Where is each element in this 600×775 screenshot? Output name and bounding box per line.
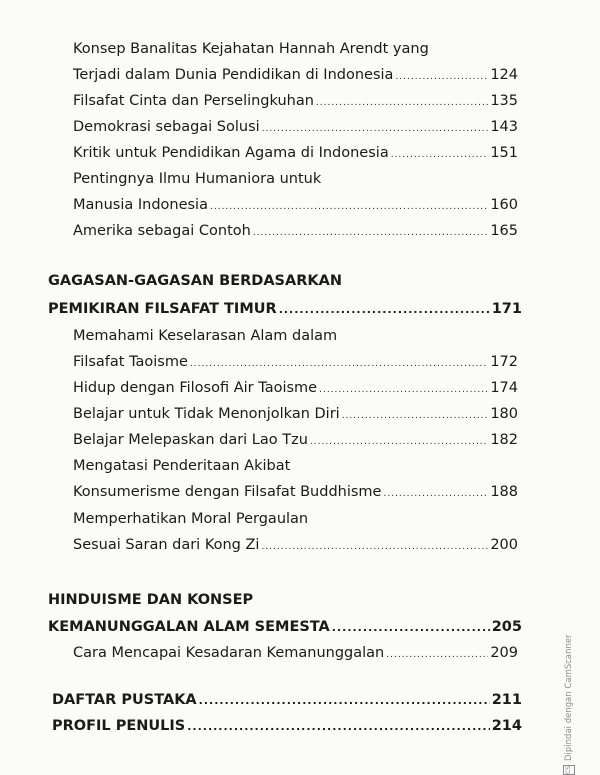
toc-entry-label: Manusia Indonesia — [73, 197, 208, 213]
toc-entry-page: 209 — [490, 645, 518, 661]
toc-entry-label: Kritik untuk Pendidikan Agama di Indonesia — [73, 145, 389, 161]
toc-entry-label: Amerika sebagai Contoh — [73, 223, 251, 239]
toc-entry-line — [73, 171, 321, 187]
back-matter-label: PROFIL PENULIS — [52, 718, 186, 734]
chapter-page: 171 — [491, 301, 522, 317]
toc-entry-line — [73, 328, 337, 344]
dot-leader — [342, 411, 489, 421]
chapter-title — [48, 592, 253, 608]
toc-entry-label: Filsafat Cinta dan Perselingkuhan — [73, 93, 314, 109]
dot-leader — [332, 621, 490, 634]
dot-leader — [261, 542, 488, 552]
toc-entry-label: Terjadi dalam Dunia Pendidikan di Indonesia — [73, 67, 394, 83]
toc-entry-label: Konsep Banalitas Kejahatan Hannah Arendt yang — [73, 41, 429, 57]
dot-leader — [190, 359, 488, 369]
toc-entry — [73, 537, 518, 553]
toc-entry-label: Demokrasi sebagai Solusi — [73, 119, 260, 135]
scanner-watermark-text: Dipindai dengan CamScanner — [564, 634, 574, 761]
back-matter-label: DAFTAR PUSTAKA — [52, 692, 197, 708]
toc-entry-line — [73, 511, 308, 527]
toc-entry — [73, 223, 518, 239]
toc-entry-label: Belajar Melepaskan dari Lao Tzu — [73, 432, 308, 448]
toc-entry — [73, 93, 518, 109]
toc-entry — [73, 406, 518, 422]
toc-entry — [73, 145, 518, 161]
toc-entry-label: Sesuai Saran dari Kong Zi — [73, 537, 260, 553]
toc-entry-label: Hidup dengan Filosofi Air Taoisme — [73, 380, 318, 396]
toc-entry — [73, 432, 518, 448]
toc-entry-label: Belajar untuk Tidak Menonjolkan Diri — [73, 406, 340, 422]
dot-leader — [386, 650, 488, 660]
toc-entry-page: 160 — [490, 197, 518, 213]
dot-leader — [310, 437, 488, 447]
toc-entry-page: 124 — [490, 67, 518, 83]
chapter-title-line: PEMIKIRAN FILSAFAT TIMUR — [48, 301, 277, 317]
dot-leader — [319, 385, 488, 395]
chapter-title-line: GAGASAN-GAGASAN BERDASARKAN — [48, 273, 342, 289]
chapter-entry — [48, 619, 522, 635]
dot-leader — [395, 72, 488, 82]
back-matter-page: 211 — [491, 692, 522, 708]
chapter-page: 205 — [491, 619, 522, 635]
toc-entry — [73, 67, 518, 83]
toc-entry-label: Filsafat Taoisme — [73, 354, 188, 370]
toc-entry-page: 182 — [490, 432, 518, 448]
toc-entry — [73, 484, 518, 500]
toc-entry-page: 188 — [490, 484, 518, 500]
back-matter-page: 214 — [491, 718, 522, 734]
camscanner-icon: CS — [563, 765, 575, 775]
toc-entry-label: Memahami Keselarasan Alam dalam — [73, 328, 338, 344]
toc-entry-page: 172 — [490, 354, 518, 370]
scanner-watermark — [560, 634, 578, 775]
toc-entry — [73, 380, 518, 396]
toc-entry-label: Pentingnya Ilmu Humaniora untuk — [73, 171, 322, 187]
toc-entry-line — [73, 41, 429, 57]
dot-leader — [391, 150, 489, 160]
chapter-entry — [48, 301, 522, 317]
toc-entry — [73, 119, 518, 135]
back-matter-entry — [52, 718, 522, 734]
toc-entry-label: Mengatasi Penderitaan Akibat — [73, 458, 291, 474]
dot-leader — [199, 694, 490, 707]
dot-leader — [316, 98, 488, 108]
toc-entry-page: 180 — [490, 406, 518, 422]
toc-entry — [73, 354, 518, 370]
toc-entry-page: 135 — [490, 93, 518, 109]
toc-entry-page: 200 — [490, 537, 518, 553]
dot-leader — [279, 303, 490, 316]
chapter-title-line: HINDUISME DAN KONSEP — [48, 592, 254, 608]
dot-leader — [262, 124, 489, 134]
dot-leader — [383, 489, 488, 499]
toc-entry-page: 174 — [490, 380, 518, 396]
toc-entry-line — [73, 458, 290, 474]
back-matter-entry — [52, 692, 522, 708]
toc-entry-page: 165 — [490, 223, 518, 239]
toc-entry-page: 143 — [490, 119, 518, 135]
toc-entry — [73, 645, 518, 661]
dot-leader — [210, 202, 488, 212]
toc-entry — [73, 197, 518, 213]
toc-entry-label: Cara Mencapai Kesadaran Kemanunggalan — [73, 645, 385, 661]
dot-leader — [187, 720, 489, 733]
chapter-title-line: KEMANUNGGALAN ALAM SEMESTA — [48, 619, 330, 635]
toc-entry-page: 151 — [490, 145, 518, 161]
chapter-title — [48, 273, 342, 289]
toc-entry-label: Memperhatikan Moral Pergaulan — [73, 511, 309, 527]
toc-entry-label: Konsumerisme dengan Filsafat Buddhisme — [73, 484, 382, 500]
dot-leader — [253, 228, 488, 238]
